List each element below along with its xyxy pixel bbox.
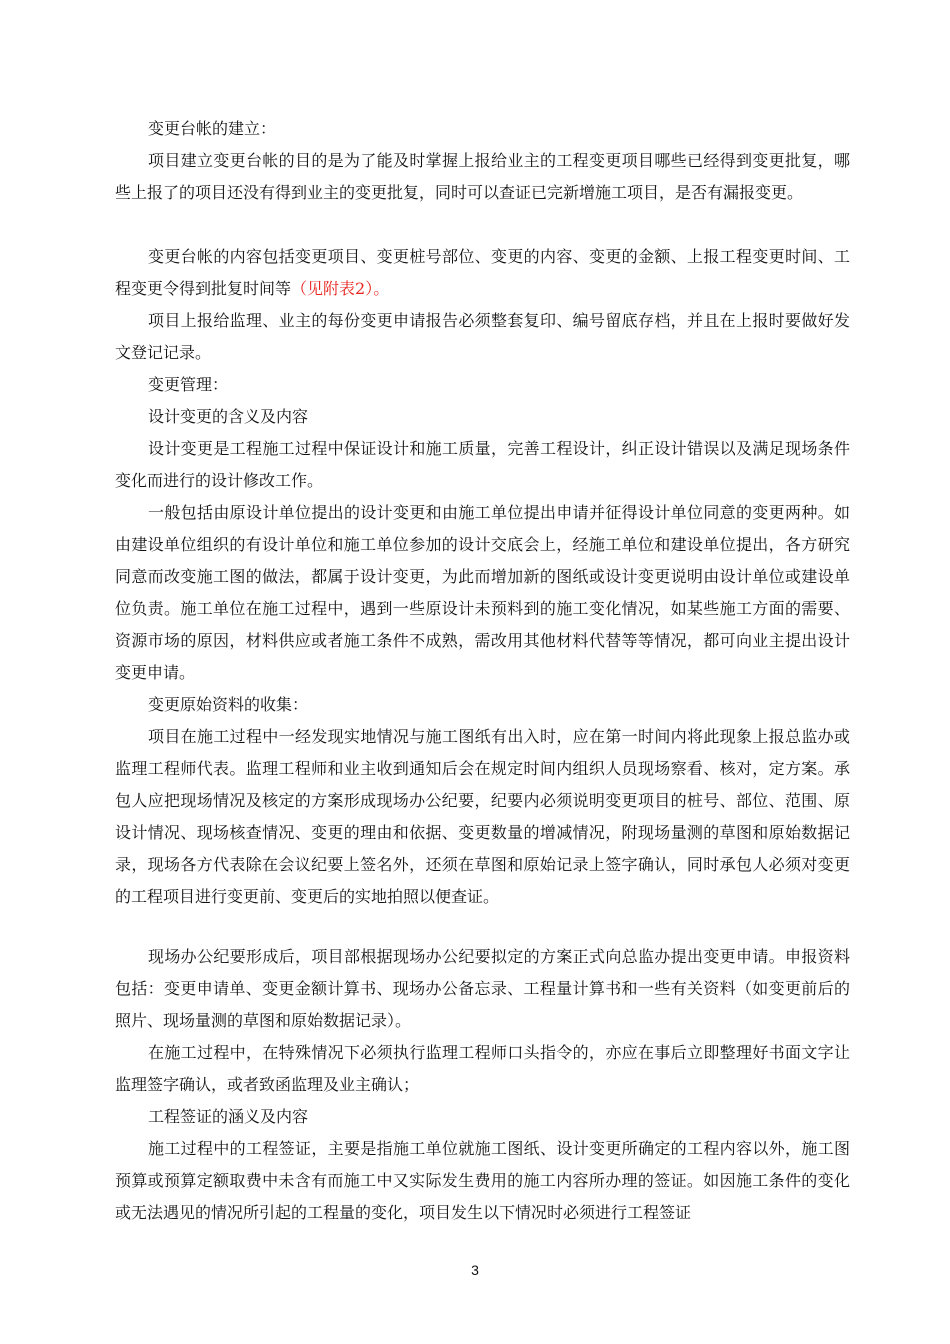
paragraph-site-discrepancy: 项目在施工过程中一经发现实地情况与施工图纸有出入时，应在第一时间内将此现象上报总监办或监理工程师代表。监理工程师和业主收到通知后会在规定时间内组织人员现场察看、核对，定方案。承包人应把现场情况及核定的方案形成现场办公纪要，纪要内必须说明变更项目的桩号、部位、范围、原设计情况、现场核查情况、变更的理由和依据、变更数量的增减情况，附现场量测的草图和原始数据记录，现场各方代表除在会议纪要上签名外，还须在草图和原始记录上签字确认，同时承包人必须对变更的工程项目进行变更前、变更后的实地拍照以便查证。 xyxy=(115,727,850,906)
heading-engineering-visa: 工程签证的涵义及内容 xyxy=(148,1107,309,1126)
paragraph-oral-instruction: 在施工过程中，在特殊情况下必须执行监理工程师口头指令的，亦应在事后立即整理好书面文字让监理签字确认，或者致函监理及业主确认； xyxy=(115,1043,850,1094)
paragraph-report-archiving: 项目上报给监理、业主的每份变更申请报告必须整套复印、编号留底存档，并且在上报时要做好发文登记记录。 xyxy=(115,311,850,362)
ledger-appendix-reference: （见附表2）。 xyxy=(291,279,390,298)
heading-change-management: 变更管理： xyxy=(148,375,229,394)
ledger-content-text: 变更台帐的内容包括变更项目、变更桩号部位、变更的内容、变更的金额、上报工程变更时间、工程变更令得到批复时间等 xyxy=(115,247,850,298)
paragraph-design-change-definition: 设计变更是工程施工过程中保证设计和施工质量，完善工程设计，纠正设计错误以及满足现场条件变化而进行的设计修改工作。 xyxy=(115,439,850,490)
heading-design-change-meaning: 设计变更的含义及内容 xyxy=(148,407,309,426)
heading-ledger-setup: 变更台帐的建立： xyxy=(148,119,277,138)
page-number: 3 xyxy=(471,1262,479,1278)
paragraph-ledger-purpose: 项目建立变更台帐的目的是为了能及时掌握上报给业主的工程变更项目哪些已经得到变更批复，哪些上报了的项目还没有得到业主的变更批复，同时可以查证已完新增施工项目，是否有漏报变更。 xyxy=(115,151,850,202)
paragraph-engineering-visa-content: 施工过程中的工程签证，主要是指施工单位就施工图纸、设计变更所确定的工程内容以外，施工图预算或预算定额取费中未含有而施工中又实际发生费用的施工内容所办理的签证。如因施工条件的变化或无法遇见的情况所引起的工程量的变化，项目发生以下情况时必须进行工程签证 xyxy=(115,1139,850,1222)
paragraph-design-change-types: 一般包括由原设计单位提出的设计变更和由施工单位提出申请并征得设计单位同意的变更两种。如由建设单位组织的有设计单位和施工单位参加的设计交底会上，经施工单位和建设单位提出，各方研究同意而改变施工图的做法，都属于设计变更，为此而增加新的图纸或设计变更说明由设计单位或建设单位负责。施工单位在施工过程中，遇到一些原设计未预料到的施工变化情况，如某些施工方面的需要、资源市场的原因，材料供应或者施工条件不成熟，需改用其他材料代替等等情况，都可向业主提出设计变更申请。 xyxy=(115,503,850,682)
heading-original-data-collection: 变更原始资料的收集： xyxy=(148,695,309,714)
paragraph-ledger-content xyxy=(115,241,850,305)
paragraph-change-application: 现场办公纪要形成后，项目部根据现场办公纪要拟定的方案正式向总监办提出变更申请。申报资料包括：变更申请单、变更金额计算书、现场办公备忘录、工程量计算书和一些有关资料（如变更前后的照片、现场量测的草图和原始数据记录）。 xyxy=(115,947,850,1030)
